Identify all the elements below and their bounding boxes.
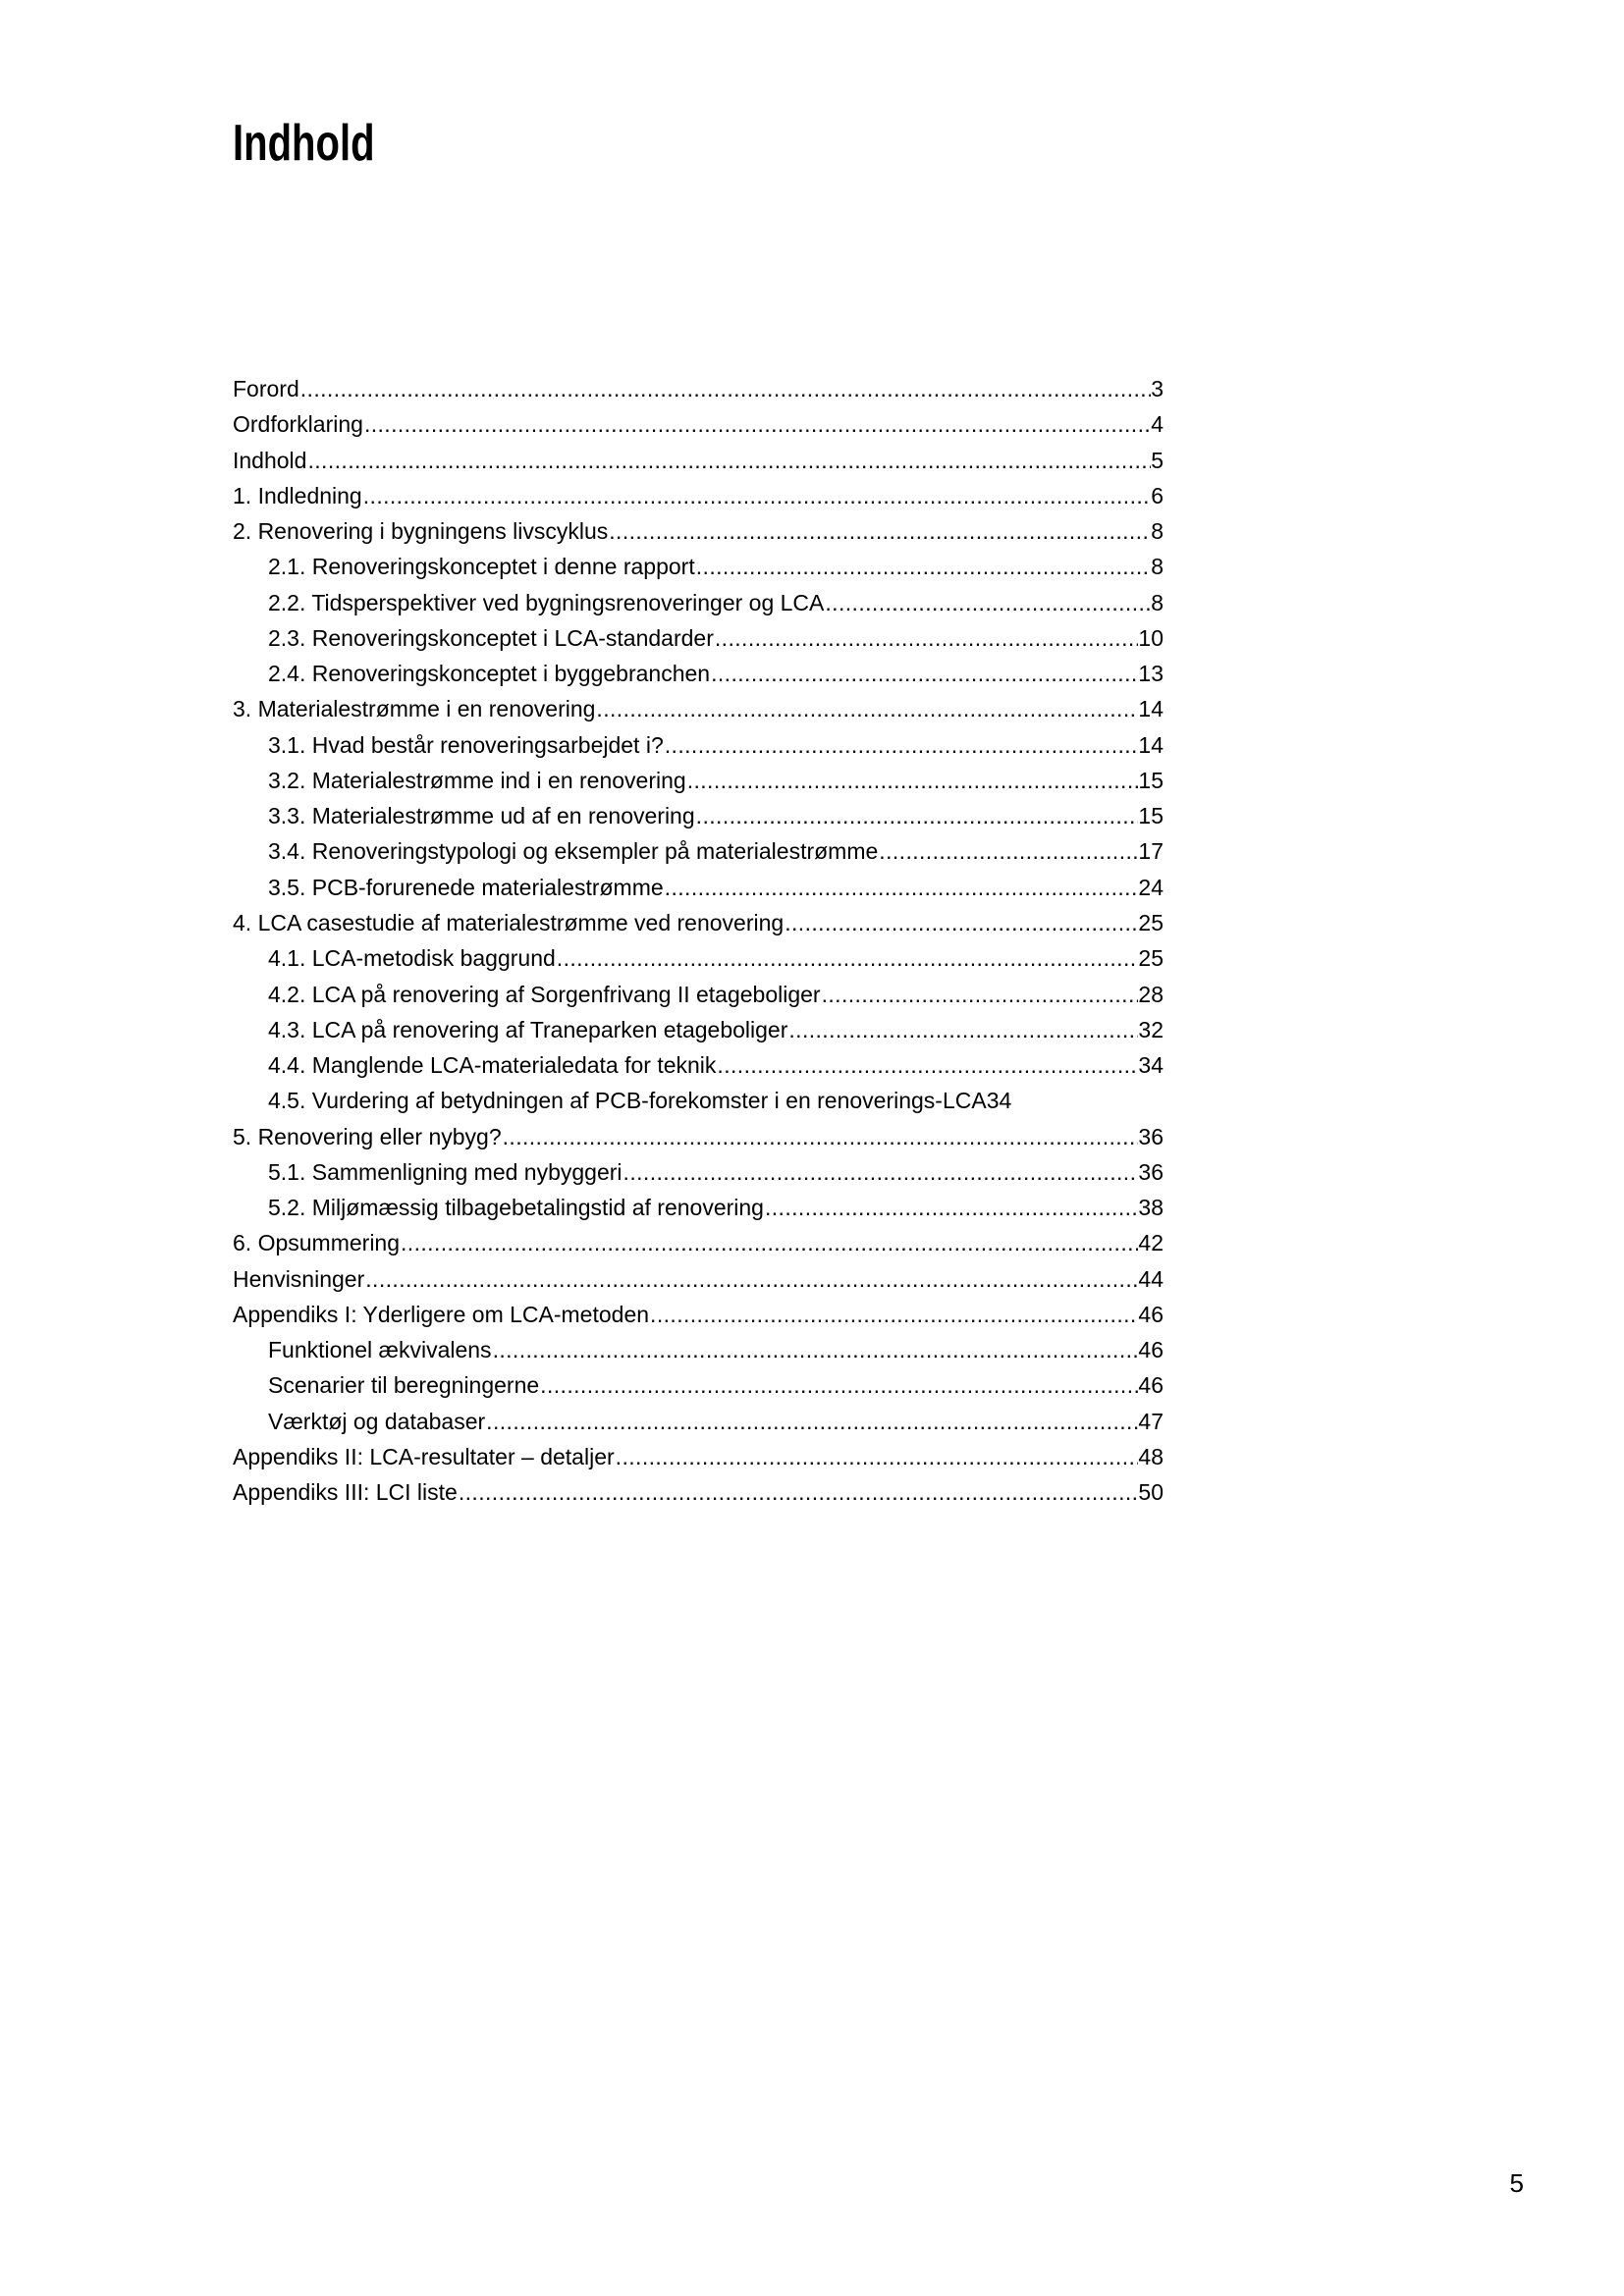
toc-leader-dots	[664, 727, 1139, 763]
toc-leader-dots	[608, 513, 1151, 549]
toc-entry[interactable]	[233, 727, 1164, 763]
toc-entry-label: Indhold	[233, 447, 307, 473]
toc-leader-dots	[306, 443, 1151, 478]
toc-leader-dots	[716, 1047, 1138, 1083]
toc-leader-dots	[615, 1439, 1139, 1474]
toc-page-number: 10	[1138, 624, 1164, 651]
toc-entry-label: 6. Opsummering	[233, 1230, 401, 1256]
toc-entry[interactable]	[233, 870, 1164, 905]
toc-entry[interactable]	[233, 1367, 1164, 1403]
toc-leader-dots	[764, 1190, 1138, 1225]
toc-page-number: 36	[1138, 1123, 1164, 1149]
toc-page-number: 4	[1151, 411, 1164, 438]
toc-page-number: 6	[1151, 482, 1164, 508]
toc-page-number: 15	[1138, 803, 1164, 829]
toc-leader-dots	[363, 406, 1151, 442]
toc-entry-label: 2.3. Renoveringskonceptet i LCA-standarder	[268, 624, 714, 651]
toc-entry[interactable]	[233, 833, 1164, 869]
toc-leader-dots	[714, 620, 1139, 656]
toc-page-number: 8	[1151, 589, 1164, 615]
toc-entry[interactable]	[233, 1119, 1164, 1154]
toc-leader-dots	[821, 977, 1139, 1012]
toc-entry-label: Appendiks III: LCI liste	[233, 1479, 458, 1506]
toc-entry[interactable]	[233, 1154, 1164, 1190]
toc-entry[interactable]	[233, 1225, 1164, 1260]
toc-entry-label: Henvisninger	[233, 1265, 365, 1292]
toc-page-number: 8	[1151, 554, 1164, 580]
toc-page-number: 24	[1138, 874, 1164, 900]
toc-entry-label: 2.2. Tidsperspektiver ved bygningsrenoveringer og LCA	[268, 589, 825, 615]
toc-entry-label: 4.3. LCA på renovering af Traneparken etageboliger	[268, 1016, 788, 1042]
toc-entry[interactable]	[233, 691, 1164, 726]
toc-entry-label: 5.2. Miljømæssig tilbagebetalingstid af renovering	[268, 1195, 764, 1221]
toc-page-number: 17	[1138, 838, 1164, 865]
toc-entry[interactable]	[233, 1083, 1164, 1118]
toc-leader-dots	[492, 1332, 1139, 1367]
toc-entry[interactable]	[233, 1474, 1164, 1510]
toc-page-number: 5	[1151, 447, 1164, 473]
toc-page-number: 50	[1138, 1479, 1164, 1506]
toc-entry[interactable]	[233, 620, 1164, 656]
toc-entry[interactable]	[233, 1439, 1164, 1474]
toc-entry[interactable]	[233, 1261, 1164, 1297]
toc-leader-dots	[364, 1261, 1138, 1297]
toc-leader-dots	[400, 1225, 1138, 1260]
toc-leader-dots	[485, 1404, 1138, 1439]
toc-entry[interactable]	[233, 1332, 1164, 1367]
toc-entry-label: 4. LCA casestudie af materialestrømme ved renovering	[233, 909, 785, 935]
toc-page-number: 48	[1138, 1443, 1164, 1469]
toc-entry[interactable]	[233, 443, 1164, 478]
toc-page-number: 47	[1138, 1408, 1164, 1434]
toc-entry[interactable]	[233, 763, 1164, 798]
toc-entry[interactable]	[233, 905, 1164, 940]
toc-entry-label: 2.1. Renoveringskonceptet i denne rapport	[268, 554, 695, 580]
toc-entry-label: 3.5. PCB-forurenede materialestrømme	[268, 874, 664, 900]
toc-entry-label: 4.4. Manglende LCA-materialedata for teknik	[268, 1052, 717, 1079]
toc-entry-label: 3.2. Materialestrømme ind i en renovering	[268, 767, 686, 793]
toc-leader-dots	[502, 1119, 1139, 1154]
toc-entry-label: 2. Renovering i bygningens livscyklus	[233, 518, 609, 545]
toc-page-number: 28	[1138, 981, 1164, 1007]
toc-entry-label: Funktionel ækvivalens	[268, 1337, 492, 1363]
toc-page-number: 38	[1138, 1195, 1164, 1221]
toc-leader-dots	[695, 549, 1151, 584]
toc-entry-label: 3.4. Renoveringstypologi og eksempler på materialestrømme	[268, 838, 879, 865]
toc-entry[interactable]	[233, 1012, 1164, 1047]
toc-entry[interactable]	[233, 406, 1164, 442]
toc-list	[233, 371, 1164, 1511]
toc-leader-dots	[710, 656, 1138, 691]
toc-entry-label: 3.3. Materialestrømme ud af en renovering	[268, 803, 695, 829]
toc-entry-label: Forord	[233, 376, 299, 401]
toc-entry[interactable]	[233, 1404, 1164, 1439]
toc-entry-label: 4.1. LCA-metodisk baggrund	[268, 945, 556, 972]
toc-entry[interactable]	[233, 1297, 1164, 1332]
toc-entry-label: 4.2. LCA på renovering af Sorgenfrivang II etageboliger	[268, 981, 821, 1007]
toc-entry-label: Appendiks I: Yderligere om LCA-metoden	[233, 1301, 650, 1327]
toc-leader-dots	[787, 1012, 1138, 1047]
toc-entry[interactable]	[233, 478, 1164, 513]
toc-leader-dots	[556, 940, 1139, 976]
toc-entry[interactable]	[233, 1047, 1164, 1083]
toc-leader-dots	[623, 1154, 1139, 1190]
toc-page-number: 3	[1151, 376, 1164, 401]
toc-page-number: 15	[1138, 767, 1164, 793]
toc-leader-dots	[299, 371, 1151, 406]
toc-entry[interactable]	[233, 940, 1164, 976]
toc-entry-label: 5. Renovering eller nybyg?	[233, 1123, 502, 1149]
toc-page-number: 25	[1138, 909, 1164, 935]
toc-leader-dots	[784, 905, 1138, 940]
toc-entry[interactable]	[233, 585, 1164, 620]
toc-leader-dots	[362, 478, 1151, 513]
toc-page-number: 46	[1138, 1301, 1164, 1327]
toc-entry[interactable]	[233, 798, 1164, 833]
toc-entry[interactable]	[233, 977, 1164, 1012]
toc-entry[interactable]	[233, 656, 1164, 691]
toc-page-number: 34	[986, 1088, 1012, 1114]
toc-page-number: 14	[1138, 731, 1164, 758]
toc-entry-label: 1. Indledning	[233, 482, 362, 508]
toc-page-number: 32	[1138, 1016, 1164, 1042]
toc-entry[interactable]	[233, 1190, 1164, 1225]
toc-leader-dots	[539, 1367, 1138, 1403]
toc-page-number: 46	[1138, 1337, 1164, 1363]
toc-page-number: 34	[1138, 1052, 1164, 1079]
toc-leader-dots	[458, 1474, 1139, 1510]
toc-entry[interactable]	[233, 371, 1164, 406]
toc-leader-dots	[695, 798, 1139, 833]
toc-entry-label: Scenarier til beregningerne	[268, 1372, 540, 1399]
toc-leader-dots	[686, 763, 1139, 798]
toc-leader-dots	[824, 585, 1151, 620]
toc-entry-label: Værktøj og databaser	[268, 1408, 486, 1434]
toc-leader-dots	[649, 1297, 1138, 1332]
toc-entry-label: 3. Materialestrømme i en renovering	[233, 696, 596, 722]
toc-entry-label: 5.1. Sammenligning med nybyggeri	[268, 1158, 623, 1185]
footer-page-number: 5	[1509, 2168, 1524, 2198]
toc-page-number: 13	[1138, 661, 1164, 687]
toc-page-number: 46	[1138, 1372, 1164, 1399]
toc-entry[interactable]	[233, 549, 1164, 584]
page-title: Indhold	[233, 115, 375, 172]
toc-entry-label: 4.5. Vurdering af betydningen af PCB-forekomster i en renoverings-LCA	[268, 1088, 987, 1114]
toc-leader-dots	[595, 691, 1138, 726]
toc-entry-label: Appendiks II: LCA-resultater – detaljer	[233, 1443, 615, 1469]
toc-entry-label: 3.1. Hvad består renoveringsarbejdet i?	[268, 731, 664, 758]
toc-page-number: 25	[1138, 945, 1164, 972]
toc-leader-dots	[664, 870, 1139, 905]
toc-page-number: 42	[1138, 1230, 1164, 1256]
toc-page-number: 44	[1138, 1265, 1164, 1292]
toc-entry[interactable]	[233, 513, 1164, 549]
toc-leader-dots	[878, 833, 1138, 869]
toc-page-number: 14	[1138, 696, 1164, 722]
toc-page-number: 8	[1151, 518, 1164, 545]
toc-entry-label: 2.4. Renoveringskonceptet i byggebranchen	[268, 661, 711, 687]
toc-entry-label: Ordforklaring	[233, 411, 363, 438]
toc-page-number: 36	[1138, 1158, 1164, 1185]
